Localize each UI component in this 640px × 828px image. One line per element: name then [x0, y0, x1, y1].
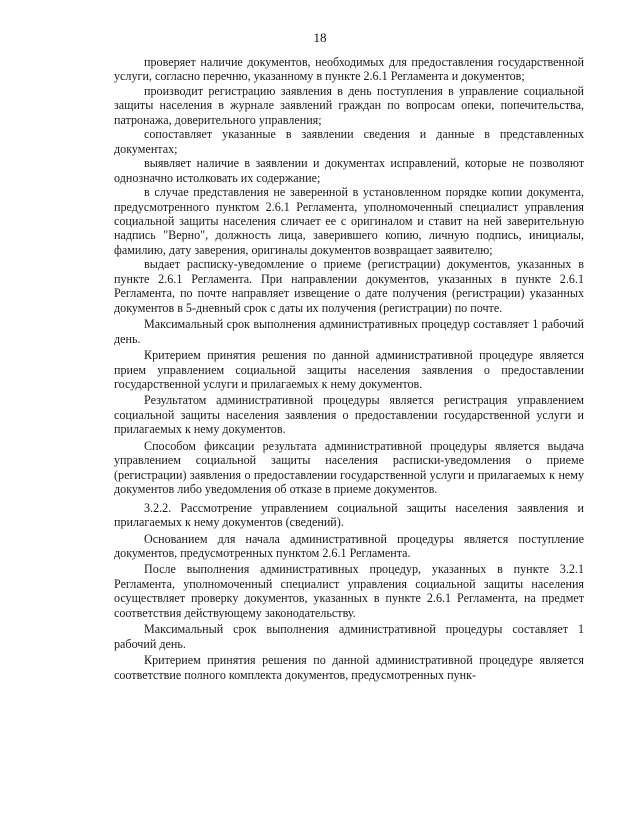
- paragraph-basis-2: Основанием для начала административной процедуры является поступление документов, предусмотренных пунктом 2.6.1 Регламента.: [114, 531, 584, 560]
- paragraph-compare-data: сопоставляет указанные в заявлении сведения и данные в представленных документах;: [114, 127, 584, 156]
- section-heading-3-2-2: 3.2.2. Рассмотрение управлением социальной защиты населения заявления и прилагаемых к нему документов (сведений).: [114, 500, 584, 530]
- document-body: [114, 55, 584, 682]
- paragraph-criterion-1: Критерием принятия решения по данной административной процедуре является прием управлением социальной защиты населения заявления о предоставлении государственной услуги и прилагаемых к нему документов.: [114, 348, 584, 391]
- paragraph-criterion-2: Критерием принятия решения по данной административной процедуре является соответствие полного комплекта документов, предусмотренных пунк-: [114, 653, 584, 682]
- paragraph-detect-corrections: выявляет наличие в заявлении и документах исправлений, которые не позволяют однозначно истолковать их содержание;: [114, 156, 584, 185]
- paragraph-max-term-1: Максимальный срок выполнения административных процедур составляет 1 рабочий день.: [114, 317, 584, 346]
- paragraph-certify-copy: в случае представления не заверенной в установленном порядке копии документа, предусмотренного пунктом 2.6.1 Регламента, уполномоченный специалист управления социальной защиты населения сличает ее с оригиналом и ставит на ней заверительную надпись "Верно", должность лица, заверившего копию, личную подпись, инициалы, фамилию, дату заверения, оригиналы документов возвращает заявителю;: [114, 185, 584, 257]
- page-number: 18: [313, 30, 327, 45]
- paragraph-result-1: Результатом административной процедуры является регистрация управлением социальной защиты населения заявления о предоставлении государственной услуги и прилагаемых к нему документов.: [114, 393, 584, 437]
- paragraph-check-documents: проверяет наличие документов, необходимых для предоставления государственной услуги, согласно перечню, указанному в пункте 2.6.1 Регламента и документов;: [114, 55, 584, 84]
- paragraph-fixation-1: Способом фиксации результата административной процедуры является выдача управлением социальной защиты населения расписки-уведомления о приеме (регистрации) заявления о предоставлении государственной услуги и прилагаемых к нему документов либо уведомления об отказе в приеме документов.: [114, 438, 584, 497]
- paragraph-max-term-2: Максимальный срок выполнения административной процедуры составляет 1 рабочий день.: [114, 622, 584, 651]
- paragraph-after-procedures: После выполнения административных процедур, указанных в пункте 3.2.1 Регламента, уполномоченный специалист управления социальной защиты населения осуществляет проверку документов, указанных в пункте 2.6.1 Регламента, на предмет соответствия действующему законодательству.: [114, 562, 584, 620]
- paragraph-issue-receipt: выдает расписку-уведомление о приеме (регистрации) документов, указанных в пункте 2.6.1 Регламента. При направлении документов, указанных в пункте 2.6.1 Регламента, по почте направляет извещение о дате получения (регистрации) указанных документов в 5-дневный срок с даты их получения (регистрации) по почте.: [114, 257, 584, 315]
- paragraph-register-application: производит регистрацию заявления в день поступления в управление социальной защиты населения в журнале заявлений граждан по вопросам опеки, попечительства, патронажа, доверительного управления;: [114, 83, 584, 127]
